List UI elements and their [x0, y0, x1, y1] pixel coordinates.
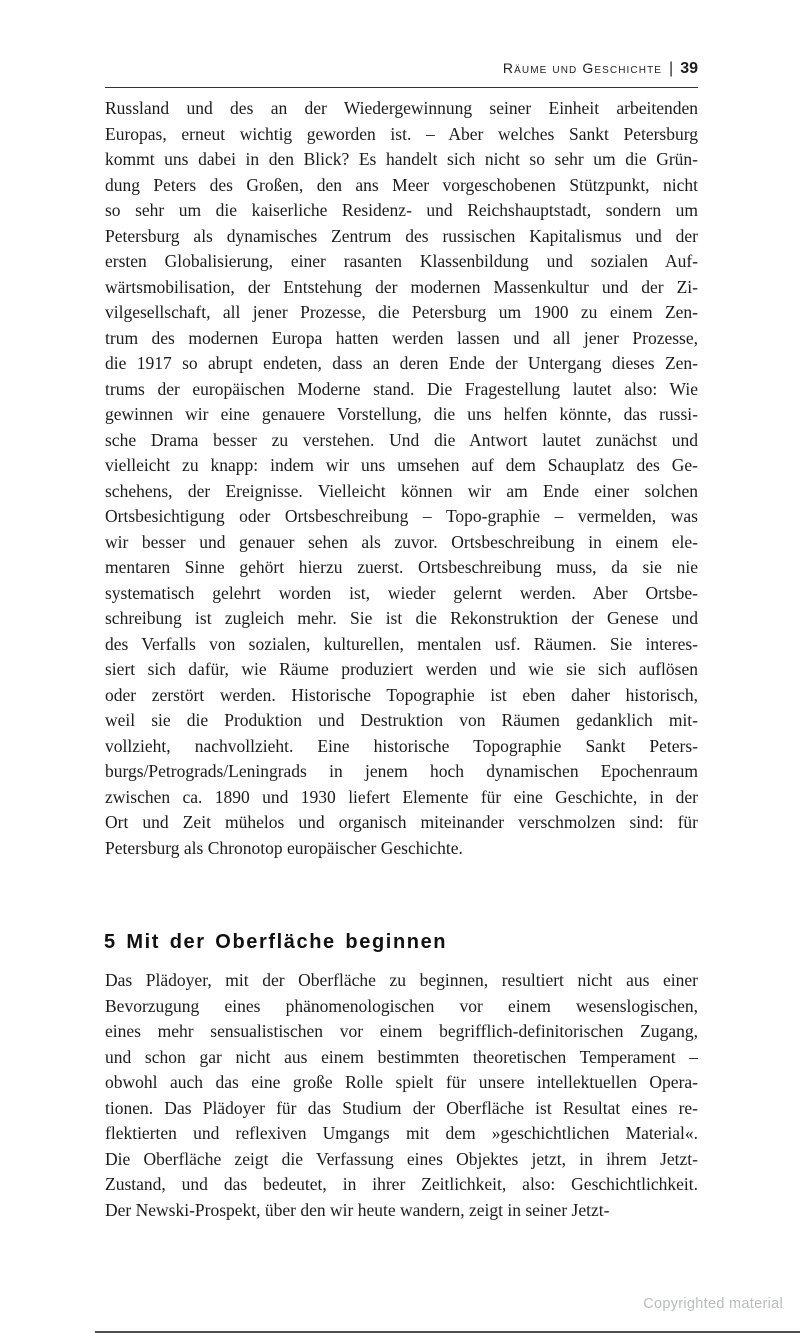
text-line: oder zerstört werden. Historische Topographie ist eben daher historisch,: [105, 684, 698, 705]
text-line: Petersburg als Chronotop europäischer Geschichte.: [105, 837, 463, 858]
text-line: tionen. Das Plädoyer für das Studium der Oberfläche ist Resultat eines re-: [105, 1097, 698, 1118]
text-line: Europas, erneut wichtig geworden ist. – Aber welches Sankt Petersburg: [105, 123, 698, 144]
text-line: flektierten und reflexiven Umgangs mit dem »geschichtlichen Material«.: [105, 1123, 698, 1143]
text-line: und schon gar nicht aus einem bestimmten theoretischen Temperament –: [105, 1046, 698, 1067]
text-line: Die Oberfläche zeigt die Verfassung eines Objektes jetzt, in ihrem Jetzt-: [105, 1148, 698, 1169]
paragraph-oberflaeche: [105, 968, 698, 1223]
copyright-watermark: Copyrighted material: [643, 1296, 783, 1312]
text-line: dung Peters des Großen, den ans Meer vorgeschobenen Stützpunkt, nicht: [105, 174, 698, 195]
text-line: mentaren Sinne gehört hierzu zuerst. Ortsbeschreibung muss, da sie nie: [105, 557, 698, 577]
text-line: vielleicht zu knapp: indem wir uns umsehen auf dem Schauplatz des Ge-: [105, 455, 698, 475]
text-line: die 1917 so abrupt endeten, dass an deren Ende der Untergang dieses Zen-: [105, 353, 698, 373]
text-line: ersten Globalisierung, einer rasanten Klassenbildung und sozialen Auf-: [105, 251, 698, 271]
text-line: schehens, der Ereignisse. Vielleicht können wir am Ende einer solchen: [105, 480, 698, 501]
text-line: wir besser und genauer sehen als zuvor. Ortsbeschreibung in einem ele-: [105, 531, 698, 552]
text-line: obwohl auch das eine große Rolle spielt für unsere intellektuellen Opera-: [105, 1072, 698, 1092]
text-line: eines mehr sensualistischen vor einem begrifflich-definitorischen Zugang,: [105, 1021, 698, 1041]
text-line: so sehr um die kaiserliche Residenz- und Reichshauptstadt, sondern um: [105, 200, 698, 220]
running-header: [105, 60, 698, 78]
text-line: systematisch gelehrt worden ist, wieder gelernt werden. Aber Ortsbe-: [105, 582, 698, 603]
text-line: zwischen ca. 1890 und 1930 liefert Elemente für eine Geschichte, in der: [105, 786, 698, 807]
text-line: Der Newski-Prospekt, über den wir heute wandern, zeigt in seiner Jetzt-: [105, 1199, 610, 1220]
text-line: trums der europäischen Moderne stand. Die Fragestellung lautet also: Wie: [105, 378, 698, 399]
text-line: Russland und des an der Wiedergewinnung seiner Einheit arbeitenden: [105, 98, 698, 118]
text-line: siert sich dafür, wie Räume produziert werden und wie sie sich auflösen: [105, 659, 698, 679]
text-line: kommt uns dabei in den Blick? Es handelt sich nicht so sehr um die Grün-: [105, 149, 698, 169]
page-number: 39: [680, 60, 698, 77]
text-line: gewinnen wir eine genauere Vorstellung, die uns helfen könnte, das russi-: [105, 404, 698, 424]
text-line: wärtsmobilisation, der Entstehung der modernen Massenkultur und der Zi-: [105, 276, 698, 297]
text-line: sche Drama besser zu verstehen. Und die Antwort lautet zunächst und: [105, 429, 698, 450]
text-line: trum des modernen Europa hatten werden lassen und all jener Prozesse,: [105, 327, 698, 348]
section-heading: 5 Mit der Oberfläche beginnen: [104, 930, 448, 953]
header-rule: [105, 87, 698, 88]
text-line: weil sie die Produktion und Destruktion von Räumen gedanklich mit-: [105, 710, 698, 730]
text-line: Bevorzugung eines phänomenologischen vor einem wesenslogischen,: [105, 995, 698, 1016]
running-title: Räume und Geschichte: [502, 60, 663, 76]
text-line: Petersburg als dynamisches Zentrum des russischen Kapitalismus und der: [105, 225, 698, 246]
text-line: Das Plädoyer, mit der Oberfläche zu beginnen, resultiert nicht aus einer: [105, 970, 698, 990]
paragraph-petersburg: [105, 96, 698, 861]
text-line: des Verfalls von sozialen, kulturellen, mentalen usf. Räumen. Sie interes-: [105, 633, 698, 654]
text-line: vilgesellschaft, all jener Prozesse, die Petersburg um 1900 zu einem Zen-: [105, 302, 698, 322]
text-line: schreibung ist zugleich mehr. Sie ist die Rekonstruktion der Genese und: [105, 608, 698, 628]
text-line: Ortsbesichtigung oder Ortsbeschreibung – Topo-graphie – vermelden, was: [105, 506, 698, 526]
header-separator: |: [669, 60, 674, 77]
text-line: Zustand, und das bedeutet, in ihrer Zeitlichkeit, also: Geschichtlichkeit.: [105, 1174, 698, 1194]
text-line: vollzieht, nachvollzieht. Eine historische Topographie Sankt Peters-: [105, 735, 698, 756]
text-line: burgs/Petrograds/Leningrads in jenem hoch dynamischen Epochenraum: [105, 761, 698, 781]
text-line: Ort und Zeit mühelos und organisch miteinander verschmolzen sind: für: [105, 812, 698, 832]
